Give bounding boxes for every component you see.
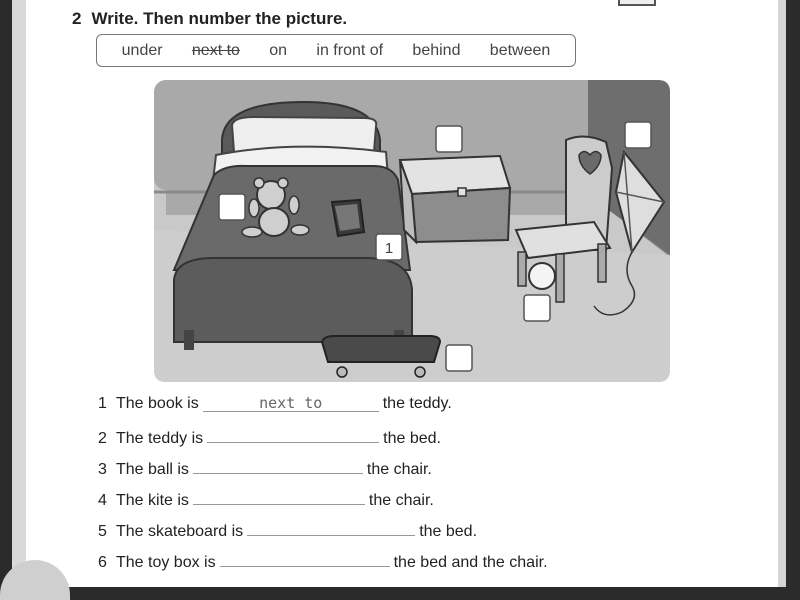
sentence-number: 2 <box>98 430 107 447</box>
exercise-instruction: Write. Then number the picture. <box>91 9 348 28</box>
answer-blank[interactable] <box>193 456 363 474</box>
sentence-end: the bed. <box>383 430 441 447</box>
answer-blank[interactable] <box>220 549 390 567</box>
number-box-book-label: 1 <box>384 240 394 257</box>
number-box-teddy[interactable] <box>219 194 245 220</box>
word-between: between <box>489 41 551 59</box>
page-edge-left <box>12 0 26 587</box>
sentence-6 <box>98 549 548 572</box>
number-box-skateboard[interactable] <box>446 345 472 371</box>
answer-blank[interactable] <box>193 487 365 505</box>
answer-blank[interactable]: next to <box>203 394 379 412</box>
sentence-start: The skateboard is <box>116 523 244 540</box>
ball <box>529 263 555 289</box>
exercise-heading <box>72 9 347 29</box>
book <box>332 200 364 236</box>
sentence-1 <box>98 394 452 413</box>
bedroom-picture <box>154 80 670 382</box>
sentence-end: the teddy. <box>382 395 452 412</box>
sentence-start: The teddy is <box>116 430 204 447</box>
sentence-number: 5 <box>98 523 107 540</box>
number-box-kite[interactable] <box>625 122 651 148</box>
sentence-end: the bed. <box>419 523 478 540</box>
sentence-number: 4 <box>98 492 107 509</box>
page-edge-right <box>778 0 786 587</box>
sentence-number: 1 <box>98 395 107 412</box>
sentence-2 <box>98 425 441 448</box>
answer-blank[interactable] <box>207 425 379 443</box>
sentence-number: 3 <box>98 461 107 478</box>
sentence-start: The ball is <box>116 461 189 478</box>
word-in-front-of: in front of <box>316 41 384 59</box>
sentence-number: 6 <box>98 554 107 571</box>
sentence-3 <box>98 456 432 479</box>
word-under: under <box>121 41 163 59</box>
sentence-4 <box>98 487 434 510</box>
number-box-ball[interactable] <box>524 295 550 321</box>
bed-leg <box>184 330 194 350</box>
sentence-end: the bed and the chair. <box>393 554 548 571</box>
sentence-5 <box>98 518 477 541</box>
word-on: on <box>269 41 288 59</box>
word-behind: behind <box>412 41 461 59</box>
answer-blank[interactable] <box>247 518 415 536</box>
sentence-start: The kite is <box>116 492 189 509</box>
word-bank <box>96 34 576 67</box>
sentence-end: the chair. <box>366 461 432 478</box>
word-next-to: next to <box>191 41 240 59</box>
exercise-number: 2 <box>72 9 82 28</box>
sentence-start: The book is <box>116 395 199 412</box>
top-tab <box>618 0 656 6</box>
sentence-start: The toy box is <box>116 554 216 571</box>
toy-box <box>400 156 510 242</box>
bed-footboard <box>174 258 412 342</box>
sentence-end: the chair. <box>368 492 434 509</box>
number-box-toy-box[interactable] <box>436 126 462 152</box>
